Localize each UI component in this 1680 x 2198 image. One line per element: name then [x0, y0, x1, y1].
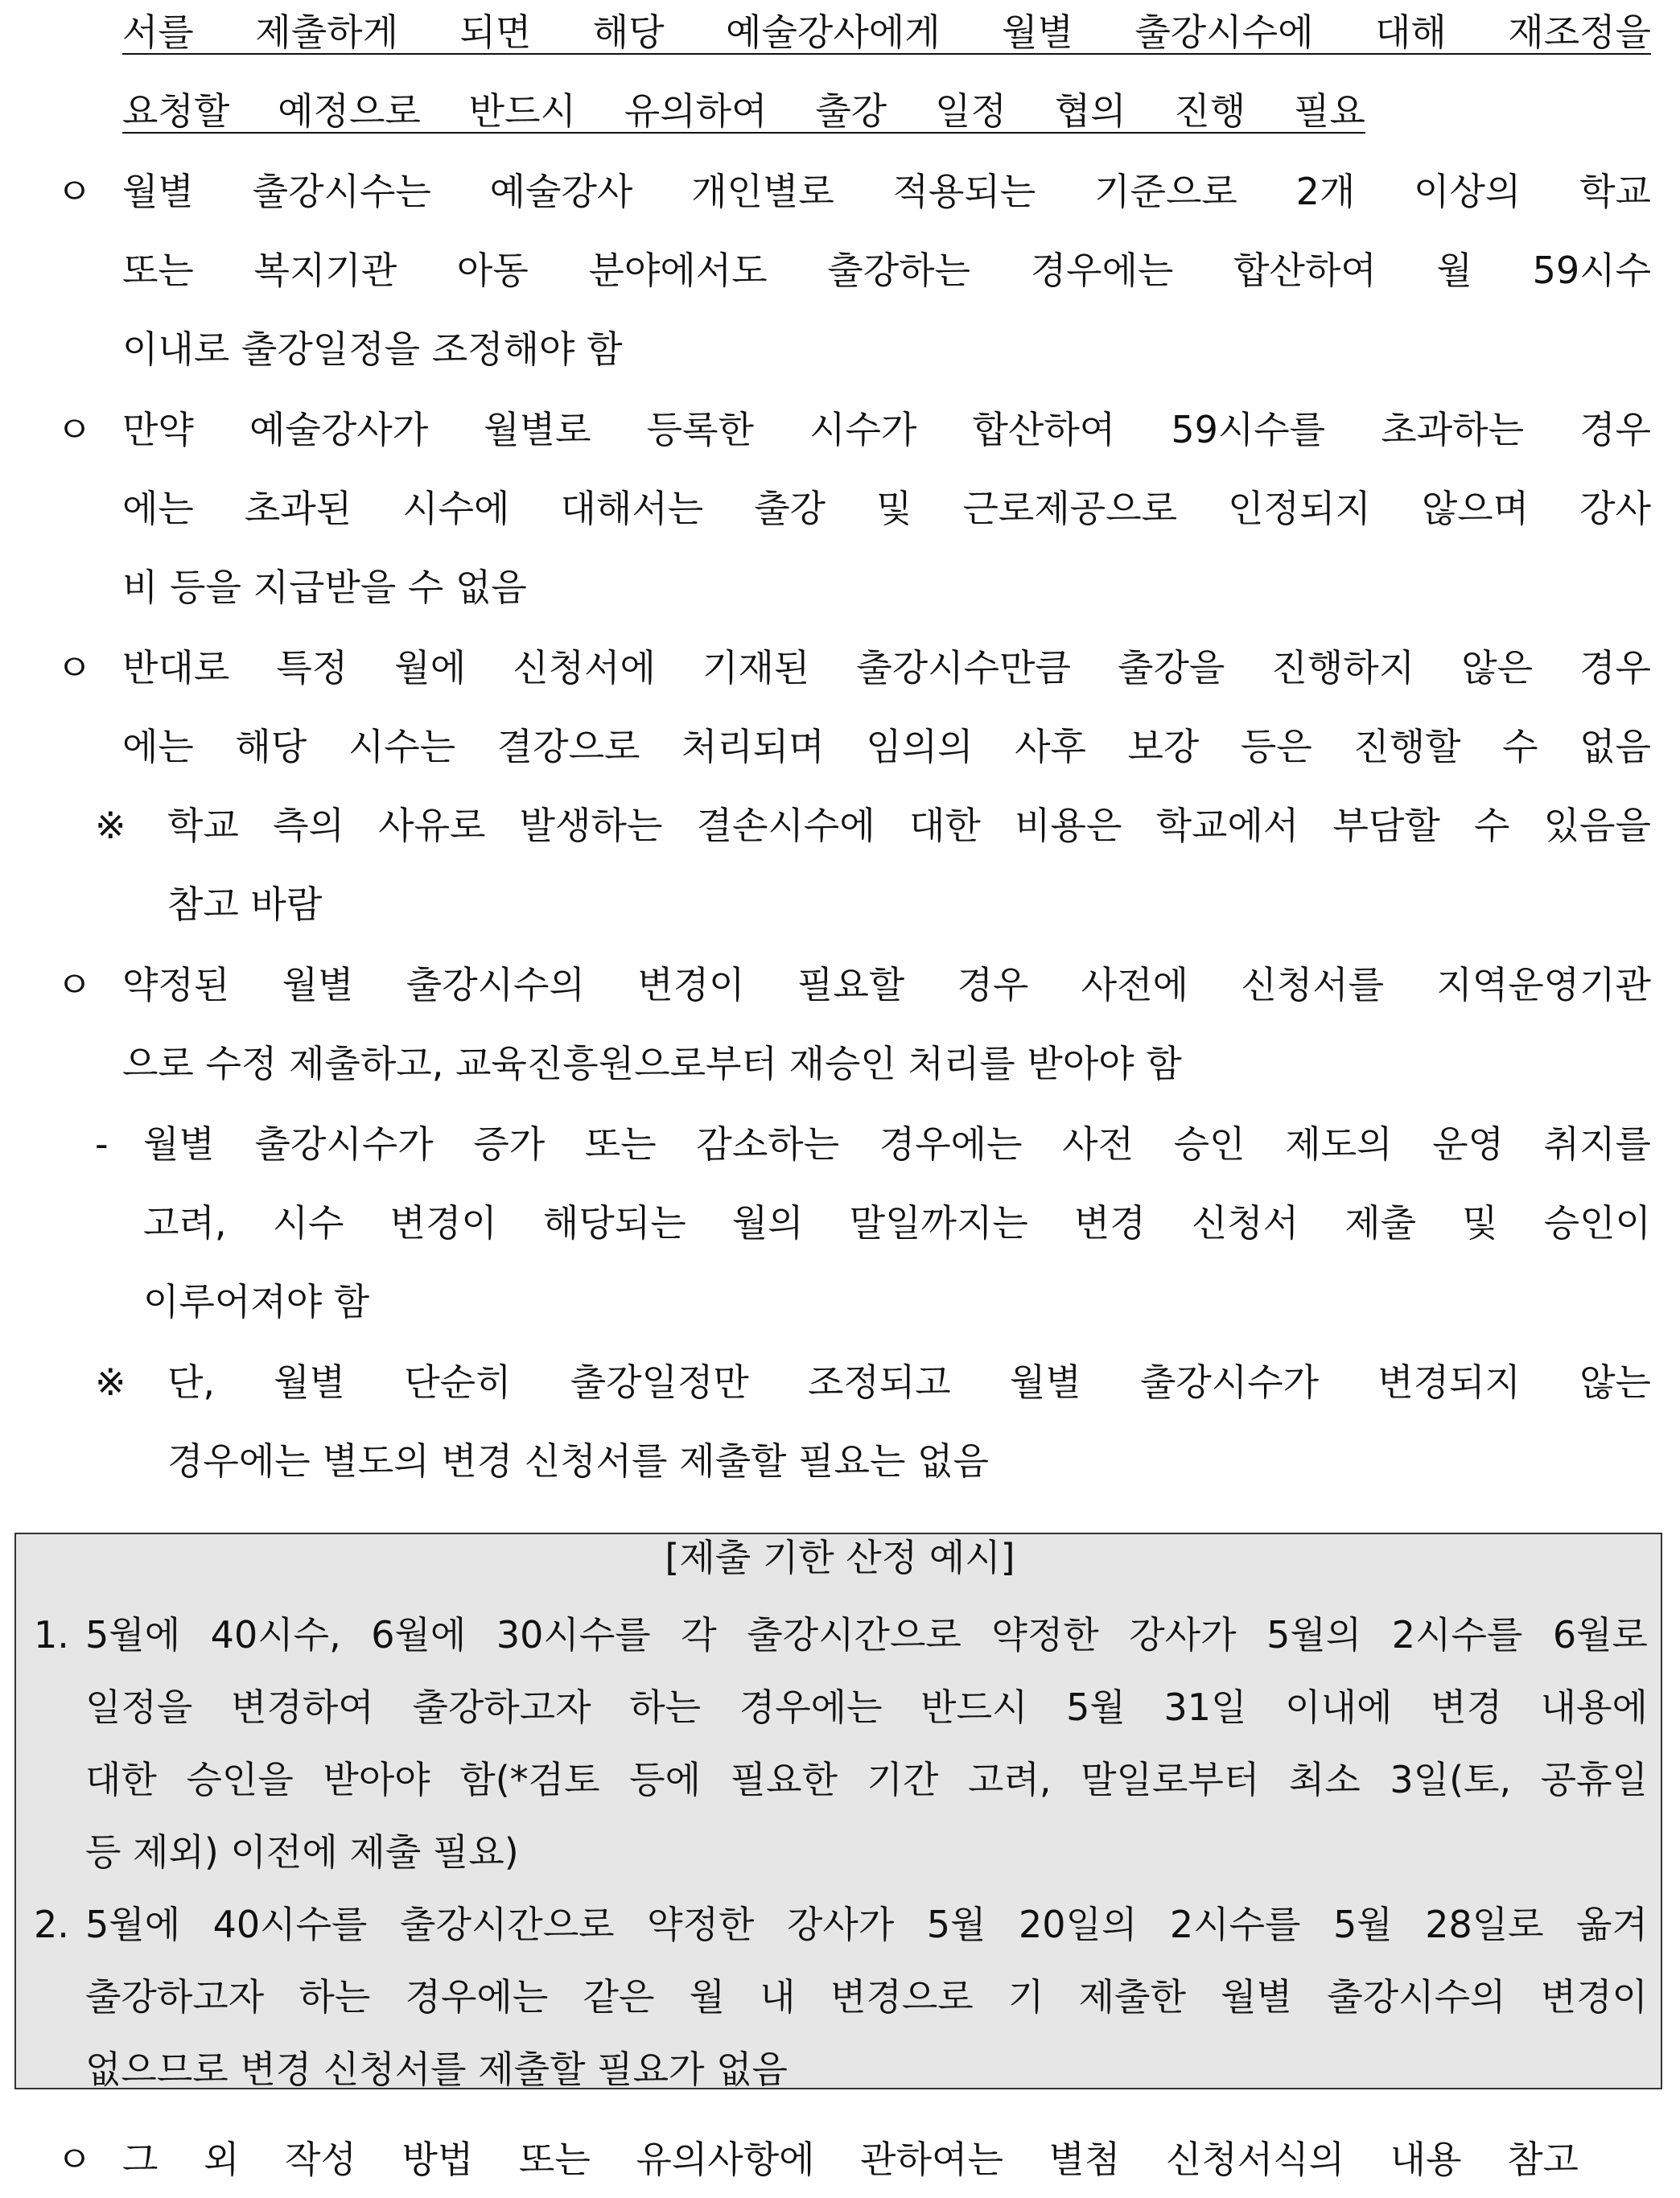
doc-line: 단, 월별 단순히 출강일정만 조정되고 월별 출강시수가 변경되지 않는	[167, 1360, 1651, 1404]
doc-line: 월별 출강시수가 증가 또는 감소하는 경우에는 사전 승인 제도의 운영 취지를	[143, 1122, 1651, 1166]
bullet-circle: ㅇ	[56, 2138, 93, 2181]
bullet-circle: ㅇ	[56, 646, 93, 689]
doc-line: 또는 복지기관 아동 분야에서도 출강하는 경우에는 합산하여 월 59시수	[122, 249, 1651, 292]
doc-line: 요청할 예정으로 반드시 유의하여 출강 일정 협의 진행 필요	[122, 89, 1365, 133]
doc-line: 그 외 작성 방법 또는 유의사항에 관하여는 별첨 신청서식의 내용 참고	[122, 2138, 1579, 2181]
example-number: 1.	[34, 1613, 69, 1657]
doc-line: 고려, 시수 변경이 해당되는 월의 말일까지는 변경 신청서 제출 및 승인이	[143, 1201, 1651, 1245]
doc-line: 5월에 40시수를 출강시간으로 약정한 강사가 5월 20일의 2시수를 5월 28일로 옮겨	[85, 1903, 1648, 1946]
doc-line: 약정된 월별 출강시수의 변경이 필요할 경우 사전에 신청서를 지역운영기관	[122, 963, 1651, 1006]
doc-line: 에는 초과된 시수에 대해서는 출강 및 근로제공으로 인정되지 않으며 강사	[122, 487, 1651, 530]
bullet-circle: ㅇ	[56, 170, 93, 213]
doc-line: 등 제외) 이전에 제출 필요)	[85, 1830, 519, 1874]
doc-line: 없으므로 변경 신청서를 제출할 필요가 없음	[85, 2048, 788, 2091]
doc-line: 경우에는 별도의 변경 신청서를 제출할 필요는 없음	[167, 1439, 989, 1483]
note-mark: ※	[95, 804, 126, 847]
doc-line: 비 등을 지급받을 수 없음	[122, 566, 527, 609]
doc-line: 으로 수정 제출하고, 교육진흥원으로부터 재승인 처리를 받아야 함	[122, 1042, 1182, 1085]
example-box-title: [제출 기한 산정 예시]	[665, 1536, 1015, 1579]
note-mark: ※	[95, 1360, 126, 1404]
dash-mark: -	[95, 1122, 109, 1166]
doc-line: 서를 제출하게 되면 해당 예술강사에게 월별 출강시수에 대해 재조정을	[122, 10, 1651, 54]
example-number: 2.	[34, 1903, 69, 1946]
doc-line: 참고 바람	[167, 883, 323, 926]
doc-line: 학교 측의 사유로 발생하는 결손시수에 대한 비용은 학교에서 부담할 수 있음을	[167, 804, 1651, 847]
doc-line: 월별 출강시수는 예술강사 개인별로 적용되는 기준으로 2개 이상의 학교	[122, 170, 1651, 213]
doc-line: 일정을 변경하여 출강하고자 하는 경우에는 반드시 5월 31일 이내에 변경 내용에	[85, 1686, 1648, 1729]
bullet-circle: ㅇ	[56, 963, 93, 1006]
doc-line: 5월에 40시수, 6월에 30시수를 각 출강시간으로 약정한 강사가 5월의 2시수를 6월로	[85, 1613, 1648, 1657]
doc-line: 이루어져야 함	[143, 1280, 370, 1323]
bullet-circle: ㅇ	[56, 408, 93, 451]
doc-line: 만약 예술강사가 월별로 등록한 시수가 합산하여 59시수를 초과하는 경우	[122, 408, 1651, 451]
doc-line: 에는 해당 시수는 결강으로 처리되며 임의의 사후 보강 등은 진행할 수 없음	[122, 725, 1651, 768]
doc-line: 출강하고자 하는 경우에는 같은 월 내 변경으로 기 제출한 월별 출강시수의 변경이	[85, 1975, 1648, 2019]
doc-line: 대한 승인을 받아야 함(*검토 등에 필요한 기간 고려, 말일로부터 최소 3일(토, 공휴일	[85, 1758, 1648, 1801]
doc-line: 반대로 특정 월에 신청서에 기재된 출강시수만큼 출강을 진행하지 않은 경우	[122, 646, 1651, 689]
doc-line: 이내로 출강일정을 조정해야 함	[122, 327, 623, 371]
